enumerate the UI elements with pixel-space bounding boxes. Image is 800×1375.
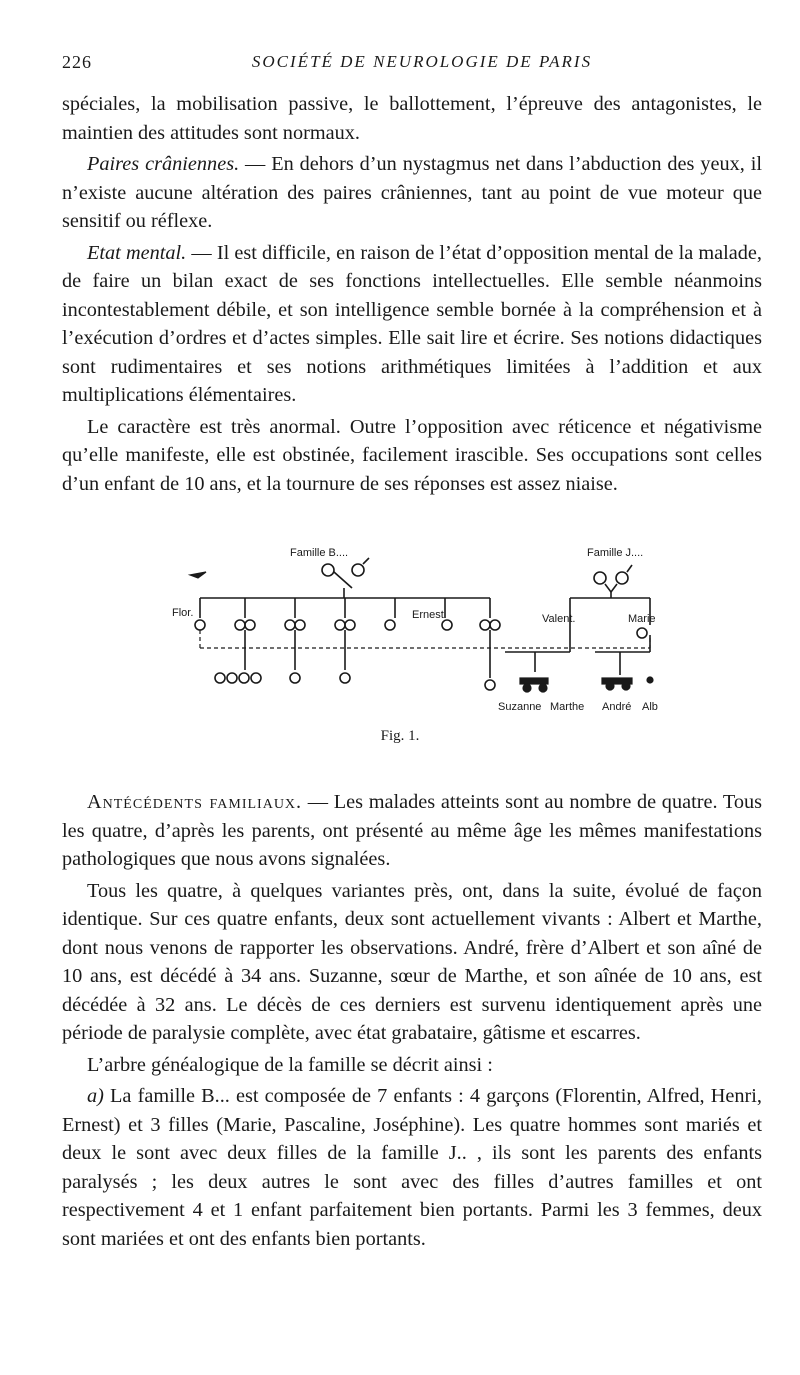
paragraph-text: La famille B... est composée de 7 enfants : 4 garçons (Florentin, Alfred, Henri, Ernest) et 3 filles (Marie, Pascaline, Joséphine). Les quatre hommes sont mariés et deux le sont avec deux filles de la famille J.. , ils sont les parents des enfants paralysés ; les deux autres le sont avec des filles d’autres familles et ont respectivement 4 et 1 enfant parfaitement bien portants. Parmi les 3 femmes, deux sont mariées et ont des enfants bien portants. xyxy=(62,1085,762,1250)
paragraph-text: — Il est difficile, en raison de l’état d’opposition mental de la malade, de faire un bilan exact de ses fonctions intellectuelles. Elle semble néanmoins incontestablement débile, et son intelligence semble bornée à la compréhension et à l’exécution d’ordres et d’actes simples. Elle sait lire et écrire. Ses notions didactiques sont rudimentaires et ses notions arithmétiques limitées à l’addition et aux multiplications élémentaires. xyxy=(62,241,762,406)
label-andre: André xyxy=(602,701,632,713)
pedigree-symbol xyxy=(322,564,334,576)
label-famille-j: Famille J.... xyxy=(587,547,644,559)
body-text-bottom xyxy=(62,788,762,1253)
paragraph-text: — En dehors d’un nystagmus net dans l’abduction des yeux, il n’existe aucune altération des paires crâniennes, tant au point de vue moteur que sensitif ou réflexe. xyxy=(62,153,762,232)
paragraph-text: Tous les quatre, à quelques variantes près, ont, dans la suite, évolué de façon identique. Sur ces quatre enfants, deux sont actuellement vivants : Albert et Marthe, dont nous venons de rapporter les observations. André, frère d’Albert et son aîné de 10 ans, est décédé à 34 ans. Suzanne, sœur de Marthe, et son aînée de 10 ans, est décédée à 32 ans. Le décès de ces derniers est survenu identiquement après une période de paralysie complète, avec état grabataire, gâtisme et escarres. xyxy=(62,879,762,1044)
label-marthe: Marthe xyxy=(550,701,585,713)
figure-caption: Fig. 1. xyxy=(380,728,420,744)
pedigree-line xyxy=(334,572,352,588)
paragraph-text: spéciales, la mobilisation passive, le ballottement, l’épreuve des antagonistes, le maintien des attitudes sont normaux. xyxy=(62,93,762,144)
page-number: 226 xyxy=(62,52,92,72)
paragraph-lead: Paires crâniennes. xyxy=(87,153,240,175)
paragraph xyxy=(62,150,762,236)
pedigree-line xyxy=(363,558,369,564)
paragraph xyxy=(62,239,762,410)
label-marie: Marie xyxy=(628,613,656,625)
pedigree-diagram xyxy=(150,530,690,730)
label-flor: Flor. xyxy=(172,607,194,619)
pedigree-symbol xyxy=(352,564,364,576)
list-marker: a) xyxy=(87,1085,104,1107)
paragraph-text: L’arbre généalogique de la famille se décrit ainsi : xyxy=(87,1053,493,1076)
paragraph xyxy=(62,877,762,1048)
running-title: SOCIÉTÉ DE NEUROLOGIE DE PARIS xyxy=(251,52,593,71)
label-valent: Valent. xyxy=(542,613,576,625)
label-famille-b: Famille B.... xyxy=(290,547,349,559)
paragraph xyxy=(62,1082,762,1253)
paragraph xyxy=(62,1051,762,1080)
paragraph-text: — Les malades atteints sont au nombre de quatre. Tous les quatre, d’après les parents, ont présenté au même âge les mêmes manifestations pathologiques que nous avons signalées. xyxy=(62,791,762,870)
section-heading: Antécédents familiaux. xyxy=(87,791,303,813)
paragraph-lead: Etat mental. xyxy=(87,241,187,264)
paragraph-text: Le caractère est très anormal. Outre l’opposition avec réticence et négativisme qu’elle manifeste, elle est obstinée, facilement irascible. Ses occupations sont celles d’un enfant de 10 ans, et la tournure de ses réponses est assez niaise. xyxy=(62,415,762,495)
paragraph xyxy=(62,90,762,147)
pedigree-figure xyxy=(150,530,690,730)
body-text-top xyxy=(62,90,762,498)
paragraph xyxy=(62,788,762,874)
label-alb: Alb xyxy=(642,701,658,713)
label-ernest: Ernest xyxy=(412,609,444,621)
label-suzanne: Suzanne xyxy=(498,701,542,713)
paragraph xyxy=(62,413,762,499)
page-header xyxy=(62,52,762,82)
